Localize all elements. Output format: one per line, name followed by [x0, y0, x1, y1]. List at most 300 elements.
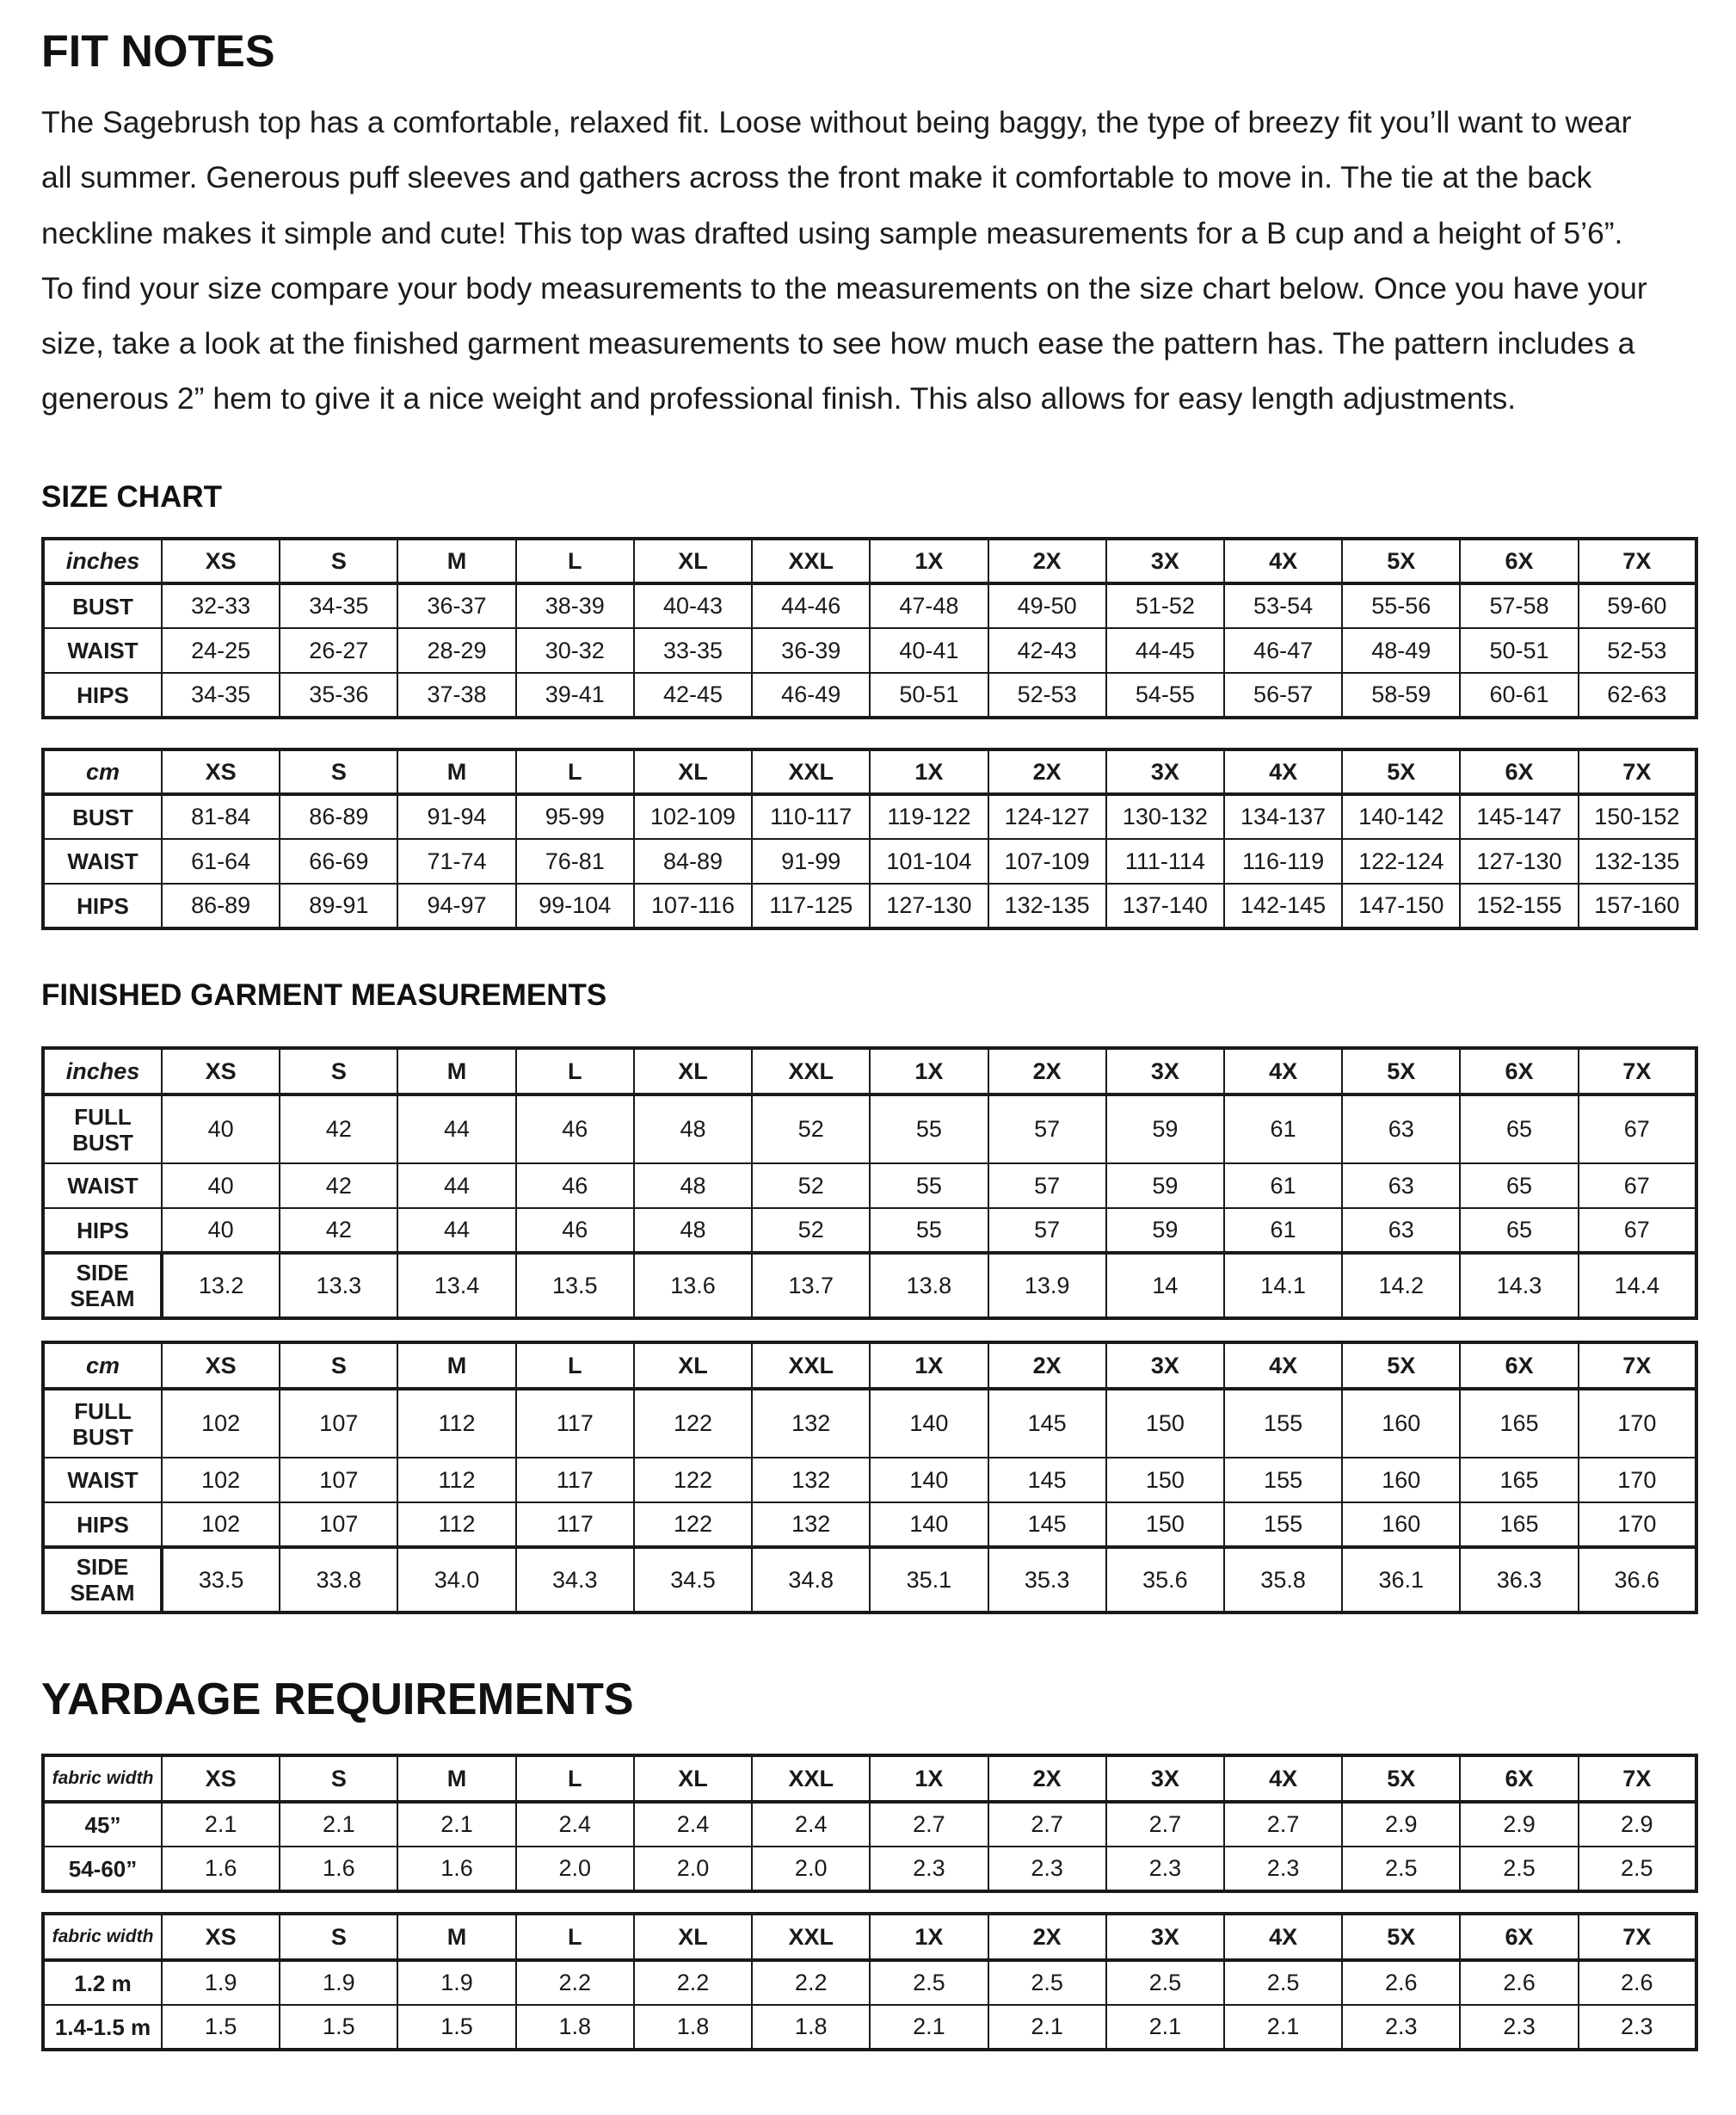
size-header: 4X — [1224, 749, 1342, 794]
table-cell: 2.7 — [1106, 1802, 1224, 1847]
table-cell: 47-48 — [870, 583, 988, 628]
table-cell: 58-59 — [1342, 673, 1460, 718]
table-cell: 117 — [516, 1502, 634, 1547]
size-header: 1X — [870, 1914, 988, 1960]
table-cell: 13.9 — [988, 1253, 1106, 1318]
row-label: SIDE SEAM — [43, 1253, 162, 1318]
table-cell: 67 — [1579, 1094, 1696, 1163]
size-header: XXL — [752, 1048, 870, 1094]
table-cell: 44-45 — [1106, 628, 1224, 673]
table-row — [43, 1208, 1696, 1253]
table-cell: 107 — [280, 1389, 397, 1458]
table-cell: 102 — [162, 1389, 280, 1458]
size-header: L — [516, 1755, 634, 1802]
table-row — [43, 1253, 1696, 1318]
table-cell: 134-137 — [1224, 794, 1342, 839]
table-cell: 61 — [1224, 1208, 1342, 1253]
table-cell: 2.5 — [1106, 1960, 1224, 2005]
table-row — [43, 1389, 1696, 1458]
table-cell: 160 — [1342, 1458, 1460, 1502]
yardage-metric-table — [41, 1912, 1698, 2051]
table-row — [43, 1802, 1696, 1847]
table-row — [43, 1960, 1696, 2005]
table-row — [43, 1847, 1696, 1891]
size-header: XXL — [752, 1342, 870, 1389]
table-cell: 112 — [397, 1458, 515, 1502]
table-row — [43, 1458, 1696, 1502]
table-cell: 66-69 — [280, 839, 397, 884]
size-header: M — [397, 1342, 515, 1389]
size-header: 3X — [1106, 1342, 1224, 1389]
table-cell: 94-97 — [397, 884, 515, 928]
table-cell: 1.9 — [397, 1960, 515, 2005]
size-header: 7X — [1579, 749, 1696, 794]
table-row — [43, 839, 1696, 884]
table-cell: 71-74 — [397, 839, 515, 884]
table-cell: 150 — [1106, 1502, 1224, 1547]
size-header: 6X — [1460, 749, 1578, 794]
size-header: 1X — [870, 1755, 988, 1802]
table-cell: 14.2 — [1342, 1253, 1460, 1318]
table-cell: 130-132 — [1106, 794, 1224, 839]
size-header: XS — [162, 1342, 280, 1389]
table-cell: 53-54 — [1224, 583, 1342, 628]
table-cell: 2.2 — [516, 1960, 634, 2005]
finished-inches-table — [41, 1046, 1698, 1320]
table-row — [43, 628, 1696, 673]
table-cell: 57 — [988, 1094, 1106, 1163]
table-cell: 145 — [988, 1389, 1106, 1458]
finished-garment-title: FINISHED GARMENT MEASUREMENTS — [41, 978, 607, 1012]
table-cell: 55 — [870, 1208, 988, 1253]
table-cell: 127-130 — [1460, 839, 1578, 884]
table-cell: 2.3 — [1224, 1847, 1342, 1891]
size-header: 1X — [870, 1342, 988, 1389]
size-header: 5X — [1342, 1914, 1460, 1960]
table-cell: 2.1 — [397, 1802, 515, 1847]
table-cell: 145 — [988, 1458, 1106, 1502]
table-cell: 65 — [1460, 1208, 1578, 1253]
table-cell: 2.6 — [1579, 1960, 1696, 2005]
table-cell: 42-43 — [988, 628, 1106, 673]
size-header: XXL — [752, 539, 870, 583]
table-cell: 2.7 — [988, 1802, 1106, 1847]
size-header: XL — [634, 1048, 752, 1094]
table-cell: 40-43 — [634, 583, 752, 628]
size-header: 4X — [1224, 1755, 1342, 1802]
table-cell: 102 — [162, 1502, 280, 1547]
table-cell: 34-35 — [162, 673, 280, 718]
table-cell: 34-35 — [280, 583, 397, 628]
table-cell: 34.3 — [516, 1547, 634, 1612]
table-cell: 54-55 — [1106, 673, 1224, 718]
table-cell: 110-117 — [752, 794, 870, 839]
table-cell: 132-135 — [1579, 839, 1696, 884]
size-header: 5X — [1342, 1048, 1460, 1094]
table-cell: 61-64 — [162, 839, 280, 884]
table-cell: 33.5 — [162, 1547, 280, 1612]
row-label: FULL BUST — [43, 1094, 162, 1163]
table-row — [43, 1502, 1696, 1547]
table-cell: 50-51 — [1460, 628, 1578, 673]
table-cell: 13.6 — [634, 1253, 752, 1318]
table-cell: 36.3 — [1460, 1547, 1578, 1612]
table-cell: 2.7 — [870, 1802, 988, 1847]
size-header: XXL — [752, 1914, 870, 1960]
table-cell: 2.5 — [1460, 1847, 1578, 1891]
table-cell: 34.8 — [752, 1547, 870, 1612]
table-cell: 42 — [280, 1094, 397, 1163]
table-cell: 52-53 — [1579, 628, 1696, 673]
table-cell: 63 — [1342, 1208, 1460, 1253]
size-header: 7X — [1579, 1755, 1696, 1802]
size-header: 3X — [1106, 539, 1224, 583]
row-label: 45” — [43, 1802, 162, 1847]
table-cell: 13.7 — [752, 1253, 870, 1318]
table-cell: 40 — [162, 1094, 280, 1163]
table-cell: 57-58 — [1460, 583, 1578, 628]
size-header: M — [397, 539, 515, 583]
table-cell: 170 — [1579, 1502, 1696, 1547]
table-cell: 91-94 — [397, 794, 515, 839]
table-cell: 35.1 — [870, 1547, 988, 1612]
size-header: 2X — [988, 1755, 1106, 1802]
table-cell: 33.8 — [280, 1547, 397, 1612]
table-cell: 117 — [516, 1458, 634, 1502]
fit-notes-line: all summer. Generous puff sleeves and gathers across the front make it comfortable to move in. The tie at the back — [41, 160, 1592, 195]
table-cell: 57 — [988, 1208, 1106, 1253]
table-cell: 2.9 — [1460, 1802, 1578, 1847]
size-header: XL — [634, 749, 752, 794]
table-cell: 36.1 — [1342, 1547, 1460, 1612]
size-header: 6X — [1460, 539, 1578, 583]
table-cell: 140 — [870, 1389, 988, 1458]
table-cell: 165 — [1460, 1389, 1578, 1458]
table-cell: 59 — [1106, 1163, 1224, 1208]
size-header: L — [516, 1342, 634, 1389]
table-cell: 142-145 — [1224, 884, 1342, 928]
table-cell: 40-41 — [870, 628, 988, 673]
table-cell: 52 — [752, 1094, 870, 1163]
table-cell: 76-81 — [516, 839, 634, 884]
table-cell: 122-124 — [1342, 839, 1460, 884]
table-row — [43, 884, 1696, 928]
table-cell: 44 — [397, 1094, 515, 1163]
table-cell: 59 — [1106, 1208, 1224, 1253]
table-cell: 2.3 — [1106, 1847, 1224, 1891]
size-header: 2X — [988, 1342, 1106, 1389]
finished-cm-table — [41, 1341, 1698, 1614]
table-cell: 2.5 — [988, 1960, 1106, 2005]
table-cell: 2.2 — [752, 1960, 870, 2005]
table-cell: 107-116 — [634, 884, 752, 928]
table-cell: 1.6 — [162, 1847, 280, 1891]
table-cell: 1.8 — [634, 2005, 752, 2050]
table-cell: 28-29 — [397, 628, 515, 673]
table-cell: 13.3 — [280, 1253, 397, 1318]
table-cell: 2.1 — [1224, 2005, 1342, 2050]
unit-label: fabric width — [43, 1755, 162, 1802]
size-header: 6X — [1460, 1755, 1578, 1802]
size-chart-title: SIZE CHART — [41, 480, 222, 514]
table-cell: 155 — [1224, 1502, 1342, 1547]
table-cell: 32-33 — [162, 583, 280, 628]
table-cell: 84-89 — [634, 839, 752, 884]
size-header: S — [280, 749, 397, 794]
table-cell: 59-60 — [1579, 583, 1696, 628]
table-cell: 44-46 — [752, 583, 870, 628]
table-cell: 2.5 — [1224, 1960, 1342, 2005]
table-row — [43, 794, 1696, 839]
size-header: M — [397, 749, 515, 794]
table-cell: 36-37 — [397, 583, 515, 628]
table-cell: 13.2 — [162, 1253, 280, 1318]
table-cell: 145 — [988, 1502, 1106, 1547]
table-cell: 42-45 — [634, 673, 752, 718]
unit-label: cm — [43, 749, 162, 794]
table-cell: 107 — [280, 1502, 397, 1547]
table-cell: 2.5 — [1342, 1847, 1460, 1891]
table-cell: 44 — [397, 1208, 515, 1253]
size-header: 4X — [1224, 1048, 1342, 1094]
table-cell: 65 — [1460, 1163, 1578, 1208]
fit-notes-line: To find your size compare your body measurements to the measurements on the size chart below. Once you have your — [41, 270, 1647, 305]
size-chart-inches-table — [41, 537, 1698, 719]
size-header: 3X — [1106, 1914, 1224, 1960]
size-header: XXL — [752, 749, 870, 794]
table-cell: 35.3 — [988, 1547, 1106, 1612]
table-cell: 13.8 — [870, 1253, 988, 1318]
table-cell: 99-104 — [516, 884, 634, 928]
table-cell: 150 — [1106, 1458, 1224, 1502]
table-cell: 2.2 — [634, 1960, 752, 2005]
table-cell: 48 — [634, 1094, 752, 1163]
table-cell: 14.4 — [1579, 1253, 1696, 1318]
table-cell: 40 — [162, 1208, 280, 1253]
table-cell: 46 — [516, 1163, 634, 1208]
table-cell: 61 — [1224, 1094, 1342, 1163]
size-header: M — [397, 1914, 515, 1960]
table-cell: 26-27 — [280, 628, 397, 673]
fit-notes-line: size, take a look at the finished garment measurements to see how much ease the pattern has. The pattern includes a — [41, 326, 1635, 361]
table-cell: 2.1 — [870, 2005, 988, 2050]
size-header: 1X — [870, 539, 988, 583]
row-label: WAIST — [43, 1458, 162, 1502]
table-cell: 157-160 — [1579, 884, 1696, 928]
table-cell: 117-125 — [752, 884, 870, 928]
size-header: XL — [634, 1755, 752, 1802]
table-cell: 140-142 — [1342, 794, 1460, 839]
table-cell: 42 — [280, 1208, 397, 1253]
yardage-title: YARDAGE REQUIREMENTS — [41, 1674, 634, 1724]
table-cell: 81-84 — [162, 794, 280, 839]
table-cell: 150-152 — [1579, 794, 1696, 839]
size-chart-cm-table — [41, 748, 1698, 930]
table-cell: 170 — [1579, 1389, 1696, 1458]
table-row — [43, 2005, 1696, 2050]
table-cell: 2.3 — [1460, 2005, 1578, 2050]
table-cell: 40 — [162, 1163, 280, 1208]
table-cell: 61 — [1224, 1163, 1342, 1208]
table-cell: 95-99 — [516, 794, 634, 839]
table-cell: 48 — [634, 1163, 752, 1208]
table-cell: 147-150 — [1342, 884, 1460, 928]
fit-notes-line: The Sagebrush top has a comfortable, relaxed fit. Loose without being baggy, the type of breezy fit you’ll want to wear — [41, 105, 1632, 139]
table-cell: 117 — [516, 1389, 634, 1458]
unit-label: inches — [43, 539, 162, 583]
size-header: S — [280, 1048, 397, 1094]
size-header: 7X — [1579, 1048, 1696, 1094]
table-cell: 42 — [280, 1163, 397, 1208]
table-cell: 35-36 — [280, 673, 397, 718]
table-cell: 102-109 — [634, 794, 752, 839]
table-cell: 160 — [1342, 1389, 1460, 1458]
size-header: M — [397, 1048, 515, 1094]
size-header: 5X — [1342, 539, 1460, 583]
table-cell: 24-25 — [162, 628, 280, 673]
size-header: 1X — [870, 749, 988, 794]
table-row — [43, 1547, 1696, 1612]
table-cell: 60-61 — [1460, 673, 1578, 718]
table-cell: 116-119 — [1224, 839, 1342, 884]
fit-notes-line: neckline makes it simple and cute! This top was drafted using sample measurements for a B cup and a height of 5’6”. — [41, 215, 1623, 250]
table-cell: 2.1 — [162, 1802, 280, 1847]
size-header: 5X — [1342, 749, 1460, 794]
table-cell: 35.8 — [1224, 1547, 1342, 1612]
table-cell: 1.6 — [280, 1847, 397, 1891]
table-cell: 122 — [634, 1502, 752, 1547]
table-row — [43, 1163, 1696, 1208]
table-cell: 2.4 — [516, 1802, 634, 1847]
table-cell: 122 — [634, 1458, 752, 1502]
table-cell: 112 — [397, 1389, 515, 1458]
size-header: XL — [634, 1342, 752, 1389]
table-cell: 14.3 — [1460, 1253, 1578, 1318]
row-label: 1.2 m — [43, 1960, 162, 2005]
table-cell: 111-114 — [1106, 839, 1224, 884]
row-label: SIDE SEAM — [43, 1547, 162, 1612]
table-cell: 91-99 — [752, 839, 870, 884]
table-cell: 101-104 — [870, 839, 988, 884]
table-cell: 1.9 — [280, 1960, 397, 2005]
table-cell: 2.3 — [1342, 2005, 1460, 2050]
table-cell: 170 — [1579, 1458, 1696, 1502]
table-row — [43, 1094, 1696, 1163]
fit-notes-body — [41, 95, 1710, 427]
table-cell: 44 — [397, 1163, 515, 1208]
size-header: 7X — [1579, 1914, 1696, 1960]
size-header: XS — [162, 749, 280, 794]
table-cell: 34.0 — [397, 1547, 515, 1612]
size-header: 1X — [870, 1048, 988, 1094]
size-header: 2X — [988, 539, 1106, 583]
table-cell: 56-57 — [1224, 673, 1342, 718]
table-cell: 2.3 — [988, 1847, 1106, 1891]
size-header: XS — [162, 539, 280, 583]
size-header: 5X — [1342, 1755, 1460, 1802]
table-cell: 13.5 — [516, 1253, 634, 1318]
table-cell: 2.0 — [634, 1847, 752, 1891]
size-header: 4X — [1224, 1342, 1342, 1389]
size-header: XS — [162, 1914, 280, 1960]
row-label: FULL BUST — [43, 1389, 162, 1458]
row-label: WAIST — [43, 839, 162, 884]
table-cell: 55-56 — [1342, 583, 1460, 628]
size-header: S — [280, 1755, 397, 1802]
table-cell: 1.9 — [162, 1960, 280, 2005]
table-cell: 39-41 — [516, 673, 634, 718]
size-header: L — [516, 749, 634, 794]
table-cell: 102 — [162, 1458, 280, 1502]
table-cell: 49-50 — [988, 583, 1106, 628]
table-cell: 137-140 — [1106, 884, 1224, 928]
table-cell: 62-63 — [1579, 673, 1696, 718]
table-row — [43, 673, 1696, 718]
table-row — [43, 583, 1696, 628]
table-cell: 2.1 — [1106, 2005, 1224, 2050]
table-cell: 2.3 — [1579, 2005, 1696, 2050]
size-header: XL — [634, 539, 752, 583]
table-cell: 132-135 — [988, 884, 1106, 928]
size-header: 7X — [1579, 539, 1696, 583]
size-header: 3X — [1106, 1755, 1224, 1802]
table-cell: 2.4 — [752, 1802, 870, 1847]
size-header: 6X — [1460, 1048, 1578, 1094]
table-cell: 86-89 — [280, 794, 397, 839]
table-cell: 67 — [1579, 1163, 1696, 1208]
table-cell: 37-38 — [397, 673, 515, 718]
row-label: WAIST — [43, 628, 162, 673]
table-cell: 119-122 — [870, 794, 988, 839]
table-cell: 132 — [752, 1458, 870, 1502]
table-cell: 50-51 — [870, 673, 988, 718]
size-header: 3X — [1106, 1048, 1224, 1094]
table-cell: 46 — [516, 1208, 634, 1253]
table-cell: 165 — [1460, 1458, 1578, 1502]
table-cell: 57 — [988, 1163, 1106, 1208]
table-cell: 63 — [1342, 1094, 1460, 1163]
size-header: 7X — [1579, 1342, 1696, 1389]
table-cell: 35.6 — [1106, 1547, 1224, 1612]
size-header: L — [516, 1048, 634, 1094]
table-cell: 1.5 — [162, 2005, 280, 2050]
table-cell: 33-35 — [634, 628, 752, 673]
unit-label: inches — [43, 1048, 162, 1094]
row-label: BUST — [43, 583, 162, 628]
table-cell: 52 — [752, 1208, 870, 1253]
table-cell: 145-147 — [1460, 794, 1578, 839]
size-header: L — [516, 1914, 634, 1960]
table-cell: 67 — [1579, 1208, 1696, 1253]
table-cell: 1.5 — [280, 2005, 397, 2050]
table-cell: 2.1 — [280, 1802, 397, 1847]
table-cell: 124-127 — [988, 794, 1106, 839]
size-header: XS — [162, 1048, 280, 1094]
table-cell: 2.9 — [1579, 1802, 1696, 1847]
size-header: XS — [162, 1755, 280, 1802]
table-cell: 46 — [516, 1094, 634, 1163]
fit-notes-title: FIT NOTES — [41, 27, 275, 77]
table-cell: 132 — [752, 1502, 870, 1547]
fit-notes-line: generous 2” hem to give it a nice weight and professional finish. This also allows for easy length adjustments. — [41, 381, 1517, 416]
size-header: 3X — [1106, 749, 1224, 794]
table-cell: 160 — [1342, 1502, 1460, 1547]
table-cell: 48 — [634, 1208, 752, 1253]
table-cell: 2.9 — [1342, 1802, 1460, 1847]
table-cell: 30-32 — [516, 628, 634, 673]
table-cell: 152-155 — [1460, 884, 1578, 928]
size-header: S — [280, 539, 397, 583]
